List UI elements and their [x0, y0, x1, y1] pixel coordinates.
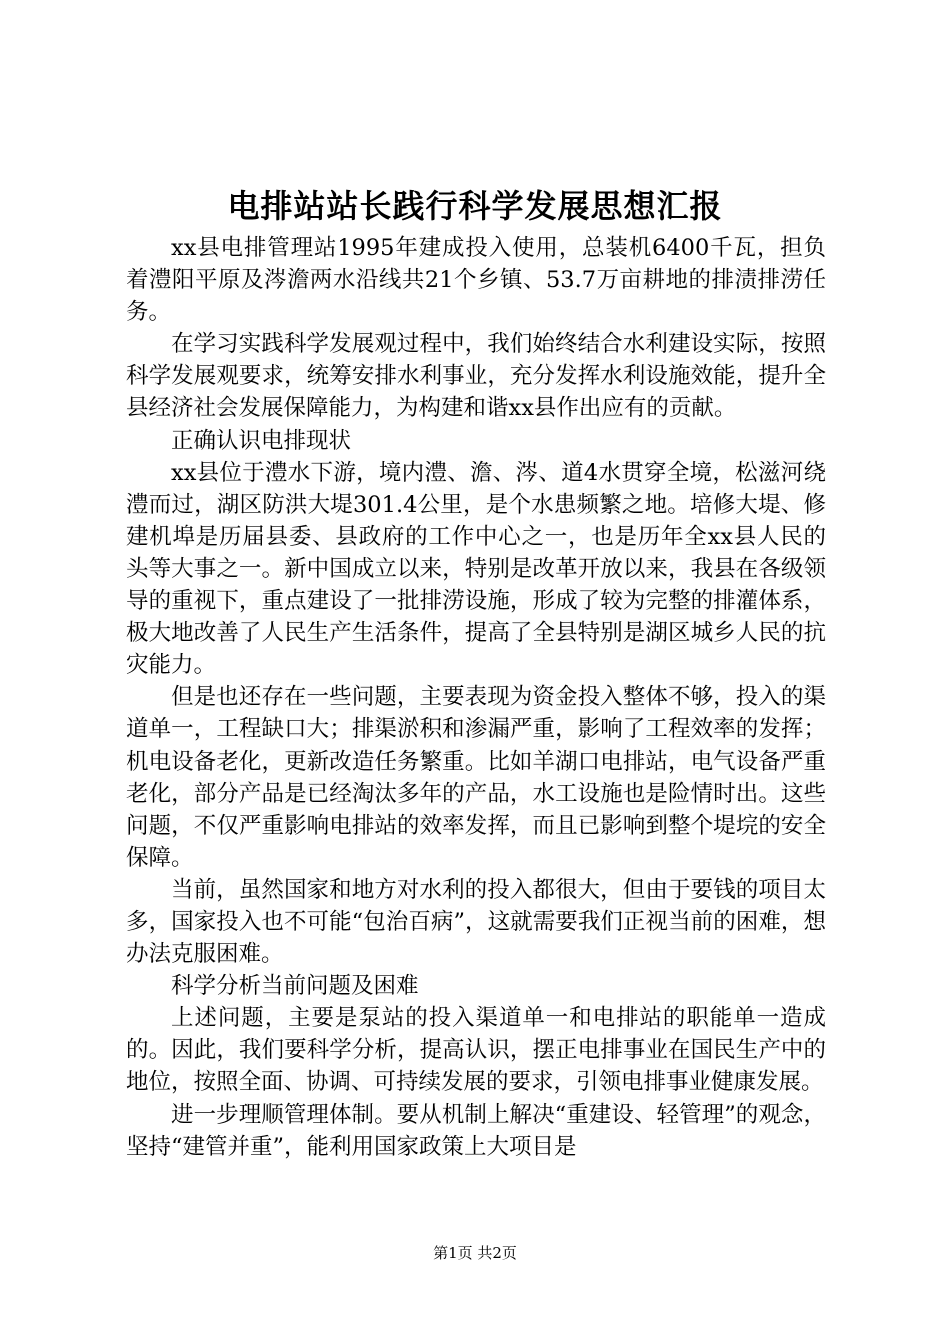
paragraph-problems: 但是也还存在一些问题，主要表现为资金投入整体不够，投入的渠道单一，工程缺口大；排渠淤积和渗漏严重，影响了工程效率的发挥；机电设备老化，更新改造任务繁重。比如羊湖口电排站，电气设备严重老化，部分产品是已经淘汰多年的产品，水工设施也是险情时出。这些问题，不仅严重影响电排站的效率发挥，而且已影响到整个堤垸的安全保障。	[126, 684, 826, 871]
section-heading-analysis: 科学分析当前问题及困难	[171, 973, 419, 1000]
page-footer: 第1页 共2页	[433, 1244, 517, 1262]
paragraph-intro: xx县电排管理站1995年建成投入使用，总装机6400千瓦，担负着澧阳平原及涔澹两水沿线共21个乡镇、53.7万亩耕地的排渍排涝任务。	[126, 235, 826, 326]
paragraph-county-status: xx县位于澧水下游，境内澧、澹、涔、道4水贯穿全境，松滋河绕澧而过，湖区防洪大堤301.4公里，是个水患频繁之地。培修大堤、修建机埠是历届县委、县政府的工作中心之一，也是历年全xx县人民的头等大事之一。新中国成立以来，特别是改革开放以来，我县在各级领导的重视下，重点建设了一批排涝设施，形成了较为完整的排灌体系，极大地改善了人民生产生活条件，提高了全县特别是湖区城乡人民的抗灾能力。	[126, 459, 826, 679]
section-heading-status: 正确认识电排现状	[171, 427, 352, 454]
paragraph-current: 当前，虽然国家和地方对水利的投入都很大，但由于要钱的项目太多，国家投入也不可能“包治百病”，这就需要我们正视当前的困难，想办法克服困难。	[126, 876, 826, 968]
paragraph-management: 进一步理顺管理体制。要从机制上解决“重建设、轻管理”的观念，坚持“建管并重”，能利用国家政策上大项目是	[126, 1101, 826, 1160]
paragraph-study: 在学习实践科学发展观过程中，我们始终结合水利建设实际，按照科学发展观要求，统筹安排水利事业，充分发挥水利设施效能，提升全县经济社会发展保障能力，为构建和谐xx县作出应有的贡献。	[126, 331, 826, 422]
document-title: 电排站站长践行科学发展思想汇报	[227, 187, 723, 225]
document-body	[126, 232, 826, 1163]
paragraph-analysis: 上述问题，主要是泵站的投入渠道单一和电排站的职能单一造成的。因此，我们要科学分析，提高认识，摆正电排事业在国民生产中的地位，按照全面、协调、可持续发展的要求，引领电排事业健康发展。	[126, 1005, 826, 1096]
